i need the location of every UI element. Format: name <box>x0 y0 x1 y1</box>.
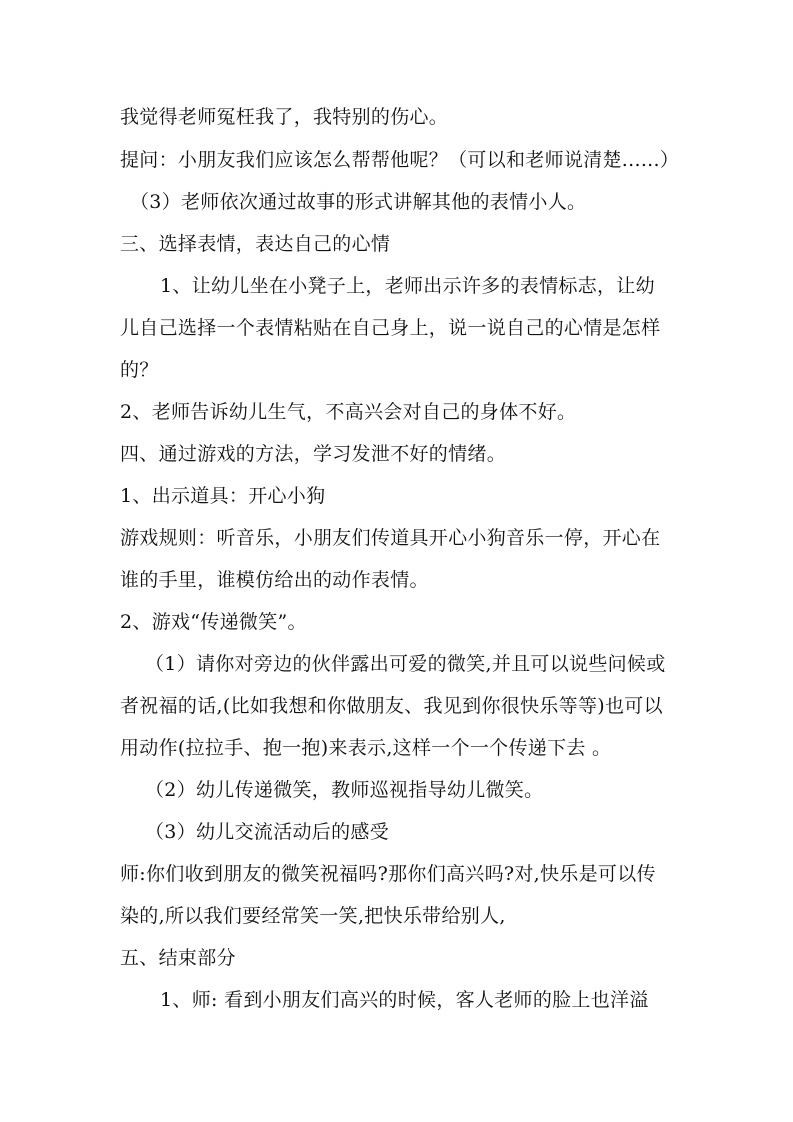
text-line: （3）幼儿交流活动后的感受 <box>145 821 389 843</box>
text-line: 2、游戏“传递微笑”。 <box>120 611 307 633</box>
text-line: 提问：小朋友我们应该怎么帮帮他呢？（可以和老师说清楚......） <box>120 149 680 171</box>
text-line: 游戏规则：听音乐，小朋友们传道具开心小狗音乐一停，开心在 <box>120 527 661 549</box>
text-line: 者祝福的话,(比如我想和你做朋友、我见到你很快乐等等)也可以 <box>120 695 663 717</box>
text-line: （2）幼儿传递微笑，教师巡视指导幼儿微笑。 <box>145 779 544 801</box>
text-line: 1、师: 看到小朋友们高兴的时候，客人老师的脸上也洋溢 <box>160 989 649 1011</box>
text-line: 2、老师告诉幼儿生气，不高兴会对自己的身体不好。 <box>120 401 577 423</box>
text-line: 的？ <box>120 359 159 381</box>
text-line: 师:你们收到朋友的微笑祝福吗?那你们高兴吗?对,快乐是可以传 <box>120 863 656 885</box>
text-line: 1、让幼儿坐在小凳子上，老师出示许多的表情标志，让幼 <box>160 275 655 297</box>
text-line: 1、出示道具：开心小狗 <box>120 485 326 507</box>
text-line: （3）老师依次通过故事的形式讲解其他的表情小人。 <box>130 191 587 213</box>
text-line: （1）请你对旁边的伙伴露出可爱的微笑,并且可以说些问候或 <box>145 653 666 675</box>
text-line: 用动作(拉拉手、抱一抱)来表示,这样一个一个传递下去 。 <box>120 737 612 759</box>
section-heading: 三、选择表情，表达自己的心情 <box>120 233 391 255</box>
section-heading: 四、通过游戏的方法，学习发泄不好的情绪。 <box>120 443 507 465</box>
text-line: 儿自己选择一个表情粘贴在自己身上，说一说自己的心情是怎样 <box>120 317 661 339</box>
text-line: 谁的手里，谁模仿给出的动作表情。 <box>120 569 429 591</box>
section-heading: 五、结束部分 <box>120 947 236 969</box>
text-line: 染的,所以我们要经常笑一笑,把快乐带给别人, <box>120 905 506 927</box>
text-line: 我觉得老师冤枉我了，我特别的伤心。 <box>120 106 449 128</box>
